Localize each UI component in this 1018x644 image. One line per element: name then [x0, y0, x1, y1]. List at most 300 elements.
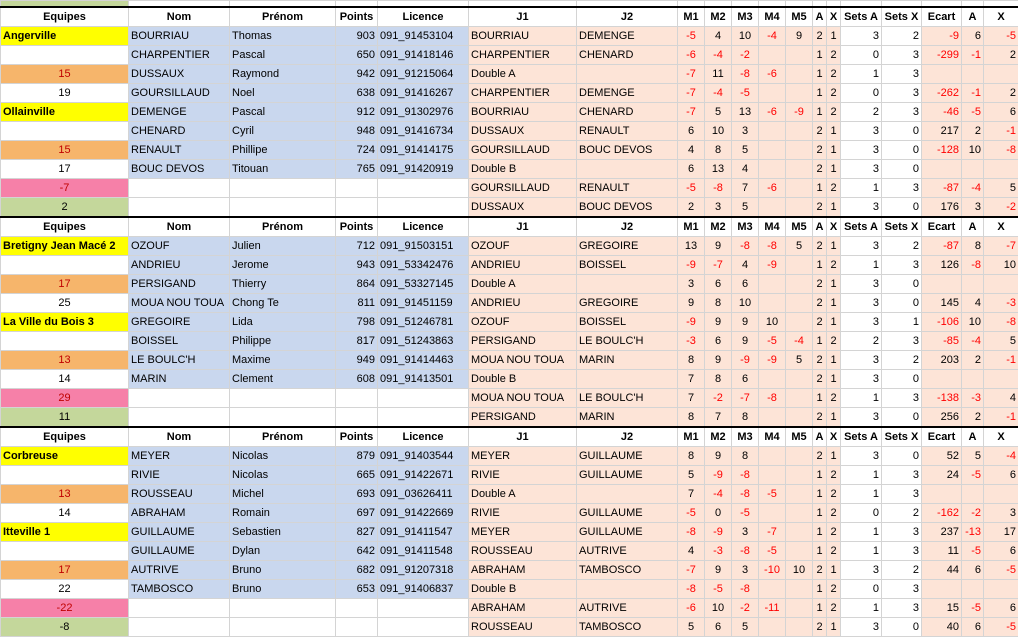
- set-score-m5[interactable]: [786, 83, 813, 102]
- team-cell[interactable]: -8: [1, 617, 129, 636]
- sets-x[interactable]: 3: [882, 64, 922, 83]
- winner-a[interactable]: 2: [813, 407, 827, 427]
- player-licence[interactable]: [378, 407, 469, 427]
- set-score-m4[interactable]: -7: [759, 522, 786, 541]
- player-last-name[interactable]: [129, 598, 230, 617]
- player-first-name[interactable]: Thierry: [230, 274, 336, 293]
- set-score-m1[interactable]: 6: [678, 121, 705, 140]
- set-score-m1[interactable]: -5: [678, 178, 705, 197]
- hdr-m5[interactable]: M5: [786, 7, 813, 27]
- final-a[interactable]: -5: [962, 465, 984, 484]
- sets-a[interactable]: 1: [841, 598, 882, 617]
- set-score-m3[interactable]: -8: [732, 541, 759, 560]
- final-a[interactable]: -5: [962, 541, 984, 560]
- final-x[interactable]: [984, 64, 1018, 83]
- set-score-m1[interactable]: -8: [678, 522, 705, 541]
- set-score-m2[interactable]: 10: [705, 598, 732, 617]
- winner-a[interactable]: 1: [813, 541, 827, 560]
- set-score-m3[interactable]: -8: [732, 465, 759, 484]
- sets-x[interactable]: 3: [882, 598, 922, 617]
- player-points[interactable]: 811: [336, 293, 378, 312]
- sets-x[interactable]: 3: [882, 388, 922, 407]
- final-x[interactable]: -5: [984, 560, 1018, 579]
- player-last-name[interactable]: TAMBOSCO: [129, 579, 230, 598]
- final-a[interactable]: -5: [962, 598, 984, 617]
- set-score-m1[interactable]: 2: [678, 197, 705, 217]
- hdr-m5[interactable]: M5: [786, 427, 813, 447]
- team-cell[interactable]: Corbreuse: [1, 446, 129, 465]
- winner-x[interactable]: 1: [827, 312, 841, 331]
- sets-x[interactable]: 0: [882, 369, 922, 388]
- hdr-equipes[interactable]: Equipes: [1, 217, 129, 237]
- set-score-m3[interactable]: 6: [732, 369, 759, 388]
- match-player-1[interactable]: BOURRIAU: [469, 26, 577, 45]
- set-score-m2[interactable]: 9: [705, 312, 732, 331]
- final-x[interactable]: -3: [984, 293, 1018, 312]
- hdr-ecart[interactable]: Ecart: [922, 217, 962, 237]
- match-player-2[interactable]: CHENARD: [577, 45, 678, 64]
- set-score-m4[interactable]: [759, 503, 786, 522]
- match-player-1[interactable]: MOUA NOU TOUA: [469, 350, 577, 369]
- match-player-2[interactable]: GUILLAUME: [577, 503, 678, 522]
- final-a[interactable]: 8: [962, 236, 984, 255]
- player-licence[interactable]: 091_91207318: [378, 560, 469, 579]
- final-x[interactable]: [984, 369, 1018, 388]
- final-x[interactable]: -8: [984, 140, 1018, 159]
- player-licence[interactable]: 091_91302976: [378, 102, 469, 121]
- final-x[interactable]: 3: [984, 503, 1018, 522]
- hdr-m3[interactable]: M3: [732, 427, 759, 447]
- set-score-m5[interactable]: [786, 197, 813, 217]
- player-last-name[interactable]: [129, 407, 230, 427]
- final-x[interactable]: -1: [984, 121, 1018, 140]
- team-cell[interactable]: [1, 45, 129, 64]
- hdr-m4[interactable]: M4: [759, 427, 786, 447]
- set-score-m5[interactable]: [786, 446, 813, 465]
- set-score-m2[interactable]: -4: [705, 83, 732, 102]
- player-licence[interactable]: 091_91418146: [378, 45, 469, 64]
- match-player-1[interactable]: ABRAHAM: [469, 560, 577, 579]
- set-score-m3[interactable]: 8: [732, 446, 759, 465]
- team-cell[interactable]: 15: [1, 140, 129, 159]
- team-cell[interactable]: 13: [1, 484, 129, 503]
- hdr-final-x[interactable]: X: [984, 217, 1018, 237]
- sets-x[interactable]: 3: [882, 465, 922, 484]
- match-player-2[interactable]: [577, 579, 678, 598]
- sets-x[interactable]: 0: [882, 159, 922, 178]
- player-points[interactable]: 724: [336, 140, 378, 159]
- set-score-m3[interactable]: -5: [732, 83, 759, 102]
- match-player-2[interactable]: BOUC DEVOS: [577, 140, 678, 159]
- winner-x[interactable]: 1: [827, 369, 841, 388]
- final-a[interactable]: [962, 369, 984, 388]
- final-x[interactable]: 6: [984, 598, 1018, 617]
- team-cell[interactable]: 2: [1, 197, 129, 217]
- final-x[interactable]: -5: [984, 617, 1018, 636]
- set-score-m2[interactable]: 3: [705, 197, 732, 217]
- final-x[interactable]: -2: [984, 197, 1018, 217]
- set-score-m5[interactable]: [786, 121, 813, 140]
- player-first-name[interactable]: Bruno: [230, 579, 336, 598]
- match-player-2[interactable]: TAMBOSCO: [577, 617, 678, 636]
- sets-x[interactable]: 3: [882, 45, 922, 64]
- final-x[interactable]: [984, 274, 1018, 293]
- hdr-final-x[interactable]: X: [984, 7, 1018, 27]
- winner-a[interactable]: 2: [813, 293, 827, 312]
- ecart-value[interactable]: -9: [922, 26, 962, 45]
- player-first-name[interactable]: Titouan: [230, 159, 336, 178]
- set-score-m5[interactable]: 5: [786, 236, 813, 255]
- team-cell[interactable]: Bretigny Jean Macé 2: [1, 236, 129, 255]
- sets-a[interactable]: 0: [841, 83, 882, 102]
- player-points[interactable]: 665: [336, 465, 378, 484]
- player-last-name[interactable]: MEYER: [129, 446, 230, 465]
- match-player-2[interactable]: DEMENGE: [577, 83, 678, 102]
- set-score-m2[interactable]: 6: [705, 274, 732, 293]
- hdr-x[interactable]: X: [827, 7, 841, 27]
- match-player-1[interactable]: OZOUF: [469, 236, 577, 255]
- set-score-m3[interactable]: 9: [732, 331, 759, 350]
- team-cell[interactable]: [1, 541, 129, 560]
- hdr-final-a[interactable]: A: [962, 7, 984, 27]
- player-licence[interactable]: 091_91411548: [378, 541, 469, 560]
- winner-a[interactable]: 1: [813, 83, 827, 102]
- winner-a[interactable]: 2: [813, 197, 827, 217]
- sets-a[interactable]: 3: [841, 293, 882, 312]
- player-points[interactable]: 697: [336, 503, 378, 522]
- player-points[interactable]: [336, 598, 378, 617]
- player-last-name[interactable]: AUTRIVE: [129, 560, 230, 579]
- team-cell[interactable]: 15: [1, 64, 129, 83]
- match-player-1[interactable]: CHARPENTIER: [469, 83, 577, 102]
- winner-x[interactable]: 2: [827, 331, 841, 350]
- player-first-name[interactable]: Cyril: [230, 121, 336, 140]
- hdr-m2[interactable]: M2: [705, 7, 732, 27]
- winner-x[interactable]: 2: [827, 178, 841, 197]
- ecart-value[interactable]: -106: [922, 312, 962, 331]
- set-score-m3[interactable]: 5: [732, 617, 759, 636]
- player-points[interactable]: 864: [336, 274, 378, 293]
- winner-x[interactable]: 1: [827, 350, 841, 369]
- player-first-name[interactable]: Maxime: [230, 350, 336, 369]
- sets-a[interactable]: 0: [841, 503, 882, 522]
- match-player-2[interactable]: TAMBOSCO: [577, 560, 678, 579]
- set-score-m5[interactable]: [786, 64, 813, 83]
- set-score-m3[interactable]: -8: [732, 64, 759, 83]
- sets-x[interactable]: 1: [882, 312, 922, 331]
- hdr-equipes[interactable]: Equipes: [1, 427, 129, 447]
- hdr-a[interactable]: A: [813, 427, 827, 447]
- ecart-value[interactable]: 15: [922, 598, 962, 617]
- player-first-name[interactable]: Romain: [230, 503, 336, 522]
- match-player-2[interactable]: [577, 64, 678, 83]
- final-x[interactable]: 17: [984, 522, 1018, 541]
- team-cell[interactable]: [1, 331, 129, 350]
- final-a[interactable]: 2: [962, 350, 984, 369]
- final-a[interactable]: 6: [962, 26, 984, 45]
- set-score-m3[interactable]: 4: [732, 255, 759, 274]
- set-score-m3[interactable]: 10: [732, 26, 759, 45]
- set-score-m4[interactable]: [759, 407, 786, 427]
- winner-x[interactable]: 2: [827, 484, 841, 503]
- winner-x[interactable]: 2: [827, 465, 841, 484]
- match-player-2[interactable]: GUILLAUME: [577, 522, 678, 541]
- final-a[interactable]: -4: [962, 331, 984, 350]
- hdr-sets-x[interactable]: Sets X: [882, 7, 922, 27]
- set-score-m4[interactable]: [759, 293, 786, 312]
- player-first-name[interactable]: [230, 388, 336, 407]
- sets-x[interactable]: 0: [882, 274, 922, 293]
- winner-a[interactable]: 1: [813, 579, 827, 598]
- set-score-m2[interactable]: 7: [705, 407, 732, 427]
- set-score-m1[interactable]: 7: [678, 388, 705, 407]
- winner-x[interactable]: 1: [827, 236, 841, 255]
- match-player-1[interactable]: ROUSSEAU: [469, 541, 577, 560]
- ecart-value[interactable]: -87: [922, 178, 962, 197]
- player-last-name[interactable]: DEMENGE: [129, 102, 230, 121]
- team-cell[interactable]: Angerville: [1, 26, 129, 45]
- winner-x[interactable]: 2: [827, 541, 841, 560]
- sets-a[interactable]: 3: [841, 407, 882, 427]
- set-score-m2[interactable]: 8: [705, 293, 732, 312]
- set-score-m5[interactable]: [786, 45, 813, 64]
- player-last-name[interactable]: [129, 197, 230, 217]
- final-a[interactable]: 4: [962, 293, 984, 312]
- winner-a[interactable]: 2: [813, 560, 827, 579]
- player-licence[interactable]: 091_91414463: [378, 350, 469, 369]
- team-cell[interactable]: [1, 121, 129, 140]
- match-player-2[interactable]: BOUC DEVOS: [577, 197, 678, 217]
- player-last-name[interactable]: BOURRIAU: [129, 26, 230, 45]
- ecart-value[interactable]: [922, 64, 962, 83]
- hdr-m2[interactable]: M2: [705, 427, 732, 447]
- set-score-m1[interactable]: 13: [678, 236, 705, 255]
- winner-x[interactable]: 2: [827, 598, 841, 617]
- player-first-name[interactable]: Noel: [230, 83, 336, 102]
- team-cell[interactable]: [1, 255, 129, 274]
- match-player-1[interactable]: DUSSAUX: [469, 197, 577, 217]
- sets-x[interactable]: 0: [882, 407, 922, 427]
- hdr-m1[interactable]: M1: [678, 217, 705, 237]
- set-score-m4[interactable]: [759, 579, 786, 598]
- winner-x[interactable]: 1: [827, 140, 841, 159]
- hdr-m3[interactable]: M3: [732, 7, 759, 27]
- set-score-m2[interactable]: 8: [705, 140, 732, 159]
- set-score-m4[interactable]: -9: [759, 350, 786, 369]
- sets-x[interactable]: 3: [882, 178, 922, 197]
- hdr-sets-x[interactable]: Sets X: [882, 427, 922, 447]
- sets-a[interactable]: 3: [841, 26, 882, 45]
- winner-x[interactable]: 1: [827, 293, 841, 312]
- hdr-m4[interactable]: M4: [759, 217, 786, 237]
- final-x[interactable]: [984, 484, 1018, 503]
- player-licence[interactable]: 091_91451159: [378, 293, 469, 312]
- final-a[interactable]: [962, 64, 984, 83]
- match-player-2[interactable]: MARIN: [577, 350, 678, 369]
- match-player-1[interactable]: Double B: [469, 369, 577, 388]
- match-player-2[interactable]: AUTRIVE: [577, 541, 678, 560]
- final-a[interactable]: -1: [962, 83, 984, 102]
- player-licence[interactable]: 091_91422669: [378, 503, 469, 522]
- match-player-2[interactable]: [577, 369, 678, 388]
- team-cell[interactable]: 14: [1, 503, 129, 522]
- set-score-m2[interactable]: -4: [705, 45, 732, 64]
- winner-a[interactable]: 1: [813, 503, 827, 522]
- set-score-m5[interactable]: [786, 522, 813, 541]
- player-first-name[interactable]: [230, 407, 336, 427]
- player-licence[interactable]: 091_91414175: [378, 140, 469, 159]
- set-score-m4[interactable]: [759, 617, 786, 636]
- set-score-m4[interactable]: -5: [759, 331, 786, 350]
- match-player-2[interactable]: GUILLAUME: [577, 446, 678, 465]
- sets-a[interactable]: 2: [841, 331, 882, 350]
- set-score-m2[interactable]: 10: [705, 121, 732, 140]
- final-x[interactable]: -1: [984, 350, 1018, 369]
- hdr-m1[interactable]: M1: [678, 7, 705, 27]
- winner-x[interactable]: 1: [827, 617, 841, 636]
- set-score-m4[interactable]: -8: [759, 388, 786, 407]
- sets-a[interactable]: 0: [841, 45, 882, 64]
- match-player-2[interactable]: GUILLAUME: [577, 465, 678, 484]
- match-player-1[interactable]: MOUA NOU TOUA: [469, 388, 577, 407]
- hdr-sets-a[interactable]: Sets A: [841, 217, 882, 237]
- final-a[interactable]: 5: [962, 446, 984, 465]
- set-score-m2[interactable]: 6: [705, 331, 732, 350]
- player-last-name[interactable]: MOUA NOU TOUA: [129, 293, 230, 312]
- set-score-m2[interactable]: 13: [705, 159, 732, 178]
- match-player-1[interactable]: RIVIE: [469, 465, 577, 484]
- set-score-m4[interactable]: 10: [759, 312, 786, 331]
- set-score-m1[interactable]: -9: [678, 255, 705, 274]
- set-score-m3[interactable]: -2: [732, 45, 759, 64]
- set-score-m4[interactable]: -11: [759, 598, 786, 617]
- sets-a[interactable]: 3: [841, 236, 882, 255]
- winner-x[interactable]: 2: [827, 579, 841, 598]
- set-score-m4[interactable]: [759, 446, 786, 465]
- player-last-name[interactable]: GOURSILLAUD: [129, 83, 230, 102]
- set-score-m2[interactable]: -2: [705, 388, 732, 407]
- set-score-m2[interactable]: -7: [705, 255, 732, 274]
- set-score-m4[interactable]: [759, 45, 786, 64]
- final-a[interactable]: 10: [962, 140, 984, 159]
- set-score-m2[interactable]: 4: [705, 26, 732, 45]
- winner-x[interactable]: 1: [827, 121, 841, 140]
- hdr-j1[interactable]: J1: [469, 427, 577, 447]
- player-points[interactable]: 608: [336, 369, 378, 388]
- winner-a[interactable]: 2: [813, 159, 827, 178]
- ecart-value[interactable]: [922, 579, 962, 598]
- match-player-1[interactable]: GOURSILLAUD: [469, 140, 577, 159]
- set-score-m2[interactable]: 6: [705, 617, 732, 636]
- hdr-m1[interactable]: M1: [678, 427, 705, 447]
- player-points[interactable]: [336, 388, 378, 407]
- set-score-m3[interactable]: -8: [732, 484, 759, 503]
- player-first-name[interactable]: Philippe: [230, 331, 336, 350]
- sets-x[interactable]: 0: [882, 140, 922, 159]
- winner-x[interactable]: 1: [827, 26, 841, 45]
- sets-a[interactable]: 0: [841, 579, 882, 598]
- final-x[interactable]: [984, 579, 1018, 598]
- set-score-m5[interactable]: -4: [786, 331, 813, 350]
- hdr-j2[interactable]: J2: [577, 7, 678, 27]
- team-cell[interactable]: 25: [1, 293, 129, 312]
- sets-a[interactable]: 1: [841, 541, 882, 560]
- final-x[interactable]: [984, 159, 1018, 178]
- final-x[interactable]: -5: [984, 26, 1018, 45]
- match-player-2[interactable]: GREGOIRE: [577, 293, 678, 312]
- winner-x[interactable]: 1: [827, 274, 841, 293]
- team-cell[interactable]: 11: [1, 407, 129, 427]
- hdr-x[interactable]: X: [827, 217, 841, 237]
- set-score-m5[interactable]: [786, 465, 813, 484]
- player-points[interactable]: [336, 178, 378, 197]
- set-score-m1[interactable]: -3: [678, 331, 705, 350]
- set-score-m4[interactable]: [759, 121, 786, 140]
- player-last-name[interactable]: [129, 617, 230, 636]
- player-first-name[interactable]: [230, 178, 336, 197]
- set-score-m5[interactable]: [786, 541, 813, 560]
- hdr-j1[interactable]: J1: [469, 7, 577, 27]
- player-licence[interactable]: 091_91416267: [378, 83, 469, 102]
- team-cell[interactable]: Itteville 1: [1, 522, 129, 541]
- hdr-prenom[interactable]: Prénom: [230, 217, 336, 237]
- player-last-name[interactable]: DUSSAUX: [129, 64, 230, 83]
- final-x[interactable]: 2: [984, 45, 1018, 64]
- sets-x[interactable]: 3: [882, 579, 922, 598]
- sets-x[interactable]: 3: [882, 484, 922, 503]
- set-score-m3[interactable]: 7: [732, 178, 759, 197]
- ecart-value[interactable]: 176: [922, 197, 962, 217]
- set-score-m1[interactable]: 8: [678, 446, 705, 465]
- hdr-sets-x[interactable]: Sets X: [882, 217, 922, 237]
- player-first-name[interactable]: Raymond: [230, 64, 336, 83]
- set-score-m1[interactable]: -7: [678, 102, 705, 121]
- ecart-value[interactable]: 126: [922, 255, 962, 274]
- team-cell[interactable]: [1, 465, 129, 484]
- set-score-m2[interactable]: 5: [705, 102, 732, 121]
- set-score-m1[interactable]: 6: [678, 159, 705, 178]
- set-score-m5[interactable]: 5: [786, 350, 813, 369]
- set-score-m5[interactable]: [786, 293, 813, 312]
- player-points[interactable]: 817: [336, 331, 378, 350]
- hdr-licence[interactable]: Licence: [378, 217, 469, 237]
- set-score-m3[interactable]: 5: [732, 197, 759, 217]
- set-score-m5[interactable]: [786, 178, 813, 197]
- set-score-m5[interactable]: [786, 312, 813, 331]
- set-score-m4[interactable]: -4: [759, 26, 786, 45]
- player-points[interactable]: 903: [336, 26, 378, 45]
- match-player-1[interactable]: RIVIE: [469, 503, 577, 522]
- set-score-m1[interactable]: 7: [678, 369, 705, 388]
- final-a[interactable]: [962, 579, 984, 598]
- player-first-name[interactable]: Chong Te: [230, 293, 336, 312]
- player-licence[interactable]: 091_51243863: [378, 331, 469, 350]
- set-score-m3[interactable]: 3: [732, 522, 759, 541]
- hdr-points[interactable]: Points: [336, 217, 378, 237]
- set-score-m2[interactable]: 9: [705, 236, 732, 255]
- player-last-name[interactable]: [129, 178, 230, 197]
- hdr-sets-a[interactable]: Sets A: [841, 7, 882, 27]
- set-score-m4[interactable]: -5: [759, 484, 786, 503]
- set-score-m2[interactable]: 0: [705, 503, 732, 522]
- sets-a[interactable]: 2: [841, 102, 882, 121]
- team-cell[interactable]: 14: [1, 369, 129, 388]
- match-player-1[interactable]: DUSSAUX: [469, 121, 577, 140]
- match-player-1[interactable]: ANDRIEU: [469, 293, 577, 312]
- final-x[interactable]: 4: [984, 388, 1018, 407]
- ecart-value[interactable]: [922, 274, 962, 293]
- player-last-name[interactable]: GUILLAUME: [129, 522, 230, 541]
